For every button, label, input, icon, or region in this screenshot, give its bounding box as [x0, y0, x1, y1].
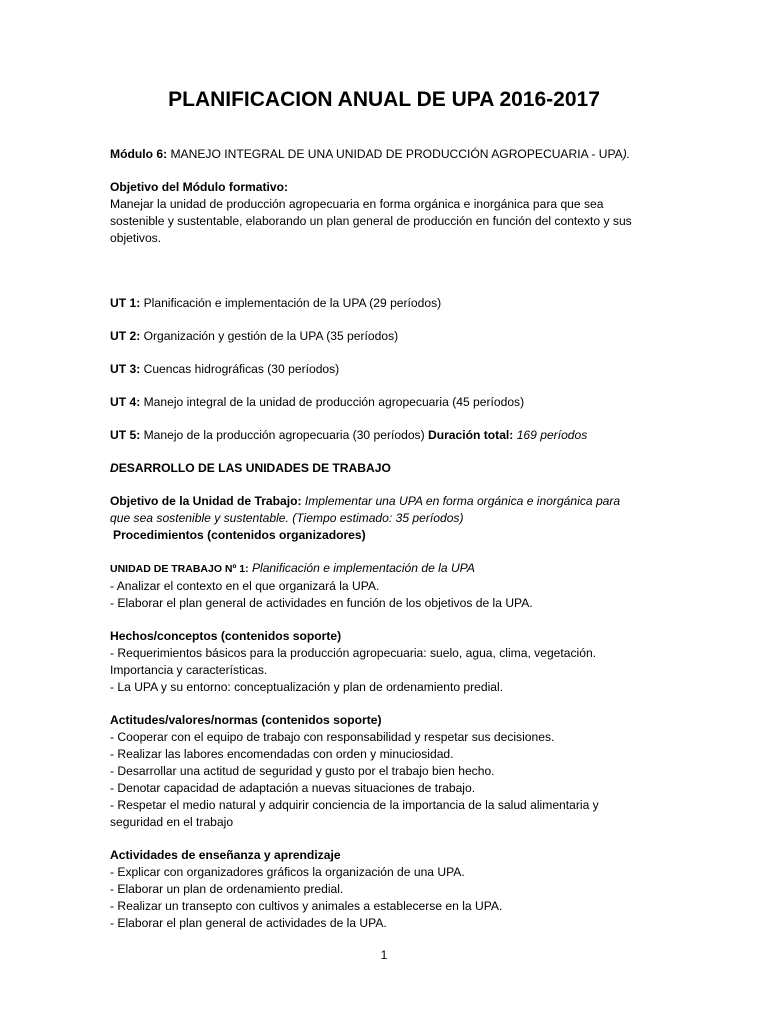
ut-text: Organización y gestión de la UPA (35 períodos)	[140, 329, 399, 343]
actitudes-item: - Realizar las labores encomendadas con orden y minuciosidad.	[110, 747, 454, 761]
ut-item	[110, 361, 685, 378]
modulo-text: MANEJO INTEGRAL DE UNA UNIDAD DE PRODUCCIÓN AGROPECUARIA - UPA	[167, 147, 623, 161]
hechos-item: - Requerimientos básicos para la producción agropecuaria: suelo, agua, clima, vegetación.	[110, 646, 597, 660]
actitudes-item: - Denotar capacidad de adaptación a nuevas situaciones de trabajo.	[110, 781, 476, 795]
hechos-item: Importancia y características.	[110, 663, 268, 677]
procedimiento-item: - Analizar el contexto en el que organizará la UPA.	[110, 579, 380, 593]
actitudes-item: - Cooperar con el equipo de trabajo con responsabilidad y respetar sus decisiones.	[110, 730, 555, 744]
hechos-heading: Hechos/conceptos (contenidos soporte)	[110, 629, 342, 643]
actitudes-item: - Desarrollar una actitud de seguridad y gusto por el trabajo bien hecho.	[110, 764, 495, 778]
ut-label: UT 5:	[110, 428, 141, 442]
duracion-total-label: Duración total:	[427, 428, 514, 442]
unidad-trabajo-text: Planificación e implementación de la UPA	[248, 561, 475, 575]
ut-label: UT 4:	[110, 395, 141, 409]
objetivo-unidad-line2: que sea sostenible y sustentable. (Tiempo estimado: 35 períodos)	[110, 511, 464, 525]
objetivo-unidad-line1	[110, 493, 685, 510]
ut-label: UT 3:	[110, 362, 141, 376]
ut-text: Cuencas hidrográficas (30 períodos)	[140, 362, 340, 376]
document-title: PLANIFICACION ANUAL DE UPA 2016-2017	[168, 88, 600, 111]
unidad-trabajo-label: UNIDAD DE TRABAJO Nº 1:	[110, 563, 249, 575]
unidad-trabajo-heading	[110, 560, 685, 578]
objetivo-unidad-text: Implementar una UPA en forma orgánica e inorgánica para	[301, 494, 621, 508]
objetivo-unidad-label: Objetivo de la Unidad de Trabajo:	[110, 494, 302, 508]
ut-item	[110, 394, 685, 411]
ut-item	[110, 328, 685, 345]
procedimientos-heading: Procedimientos (contenidos organizadores)	[113, 528, 366, 542]
desarrollo-first-letter: D	[110, 461, 119, 475]
modulo-label: Módulo 6:	[110, 147, 168, 161]
ut-text: Manejo de la producción agropecuaria (30 períodos)	[140, 428, 428, 442]
actitudes-item: - Respetar el medio natural y adquirir conciencia de la importancia de la salud alimentaria y	[110, 798, 599, 812]
actividades-item: - Elaborar el plan general de actividades de la UPA.	[110, 916, 387, 930]
ut-item	[110, 427, 685, 444]
ut-text: Manejo integral de la unidad de producción agropecuaria (45 períodos)	[140, 395, 525, 409]
desarrollo-heading	[110, 460, 685, 477]
actitudes-item: seguridad en el trabajo	[110, 815, 234, 829]
actividades-item: - Elaborar un plan de ordenamiento predial.	[110, 882, 344, 896]
objetivo-modulo-line: objetivos.	[110, 231, 162, 245]
hechos-item: - La UPA y su entorno: conceptualización y plan de ordenamiento predial.	[110, 680, 504, 694]
objetivo-modulo-line: sostenible y sustentable, elaborando un plan general de producción en función del contexto y sus	[110, 214, 632, 228]
document-body	[110, 146, 685, 932]
objetivo-modulo-heading: Objetivo del Módulo formativo:	[110, 180, 289, 194]
duracion-total-value: 169 períodos	[513, 428, 588, 442]
actividades-heading: Actividades de enseñanza y aprendizaje	[110, 848, 341, 862]
ut-text: Planificación e implementación de la UPA (29 períodos)	[140, 296, 442, 310]
actividades-item: - Realizar un transepto con cultivos y animales a establecerse en la UPA.	[110, 899, 503, 913]
desarrollo-rest: ESARROLLO DE LAS UNIDADES DE TRABAJO	[118, 461, 391, 475]
ut-label: UT 2:	[110, 329, 141, 343]
actitudes-heading: Actitudes/valores/normas (contenidos soporte)	[110, 713, 382, 727]
ut-label: UT 1:	[110, 296, 141, 310]
actividades-item: - Explicar con organizadores gráficos la organización de una UPA.	[110, 865, 465, 879]
page-number: 1	[380, 948, 388, 962]
procedimiento-item: - Elaborar el plan general de actividades en función de los objetivos de la UPA.	[110, 596, 533, 610]
objetivo-modulo-line: Manejar la unidad de producción agropecuaria en forma orgánica e inorgánica para que sea	[110, 197, 604, 211]
modulo-line	[110, 146, 685, 163]
ut-item	[110, 295, 685, 312]
modulo-suffix: ).	[622, 147, 631, 161]
